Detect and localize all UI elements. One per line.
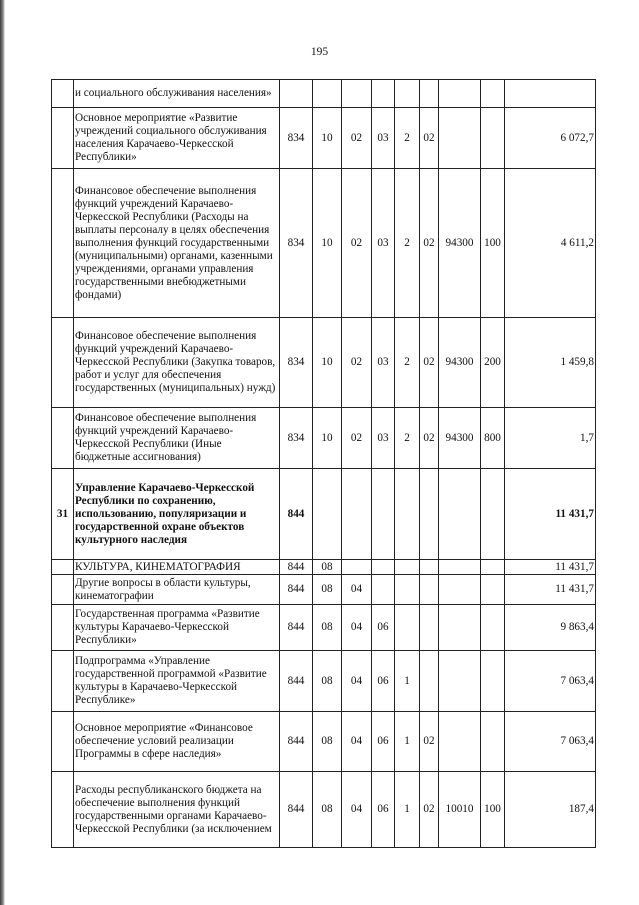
cell-row-number bbox=[52, 108, 74, 169]
cell-target-subprogram: 1 bbox=[395, 772, 420, 848]
cell-target-subprogram: 1 bbox=[395, 651, 420, 712]
table-row bbox=[52, 651, 596, 712]
cell-target-direction: 10010 bbox=[439, 772, 481, 848]
cell-subsection: 04 bbox=[342, 605, 372, 651]
cell-ved: 834 bbox=[280, 408, 313, 469]
cell-target-direction: 94300 bbox=[439, 408, 481, 469]
cell-subsection: 04 bbox=[342, 651, 372, 712]
cell-name: Финансовое обеспечение выполнения функций учреждений Карачаево-Черкесской Республики (Закупка товаров, работ и услуг для обеспечения государственных (муниципальных) нужд) bbox=[74, 318, 280, 408]
cell-target-direction bbox=[439, 575, 481, 605]
cell-section: 08 bbox=[313, 605, 342, 651]
cell-target-program: 03 bbox=[372, 408, 395, 469]
cell-subsection: 04 bbox=[342, 575, 372, 605]
cell-name: Основное мероприятие «Развитие учреждений социального обслуживания населения Карачаево-Черкесской Республики» bbox=[74, 108, 280, 169]
cell-name: Другие вопросы в области культуры, кинематографии bbox=[74, 575, 280, 605]
cell-subsection: 02 bbox=[342, 169, 372, 318]
cell-target-program: 06 bbox=[372, 772, 395, 848]
cell-name: Государственная программа «Развитие культуры Карачаево-Черкесской Республики» bbox=[74, 605, 280, 651]
cell-amount: 11 431,7 bbox=[505, 575, 596, 605]
cell-target-activity bbox=[420, 80, 439, 108]
cell-ved: 844 bbox=[280, 605, 313, 651]
cell-target-activity bbox=[420, 469, 439, 560]
cell-subsection: 02 bbox=[342, 408, 372, 469]
table-row bbox=[52, 318, 596, 408]
cell-expense-type bbox=[481, 108, 505, 169]
cell-section: 08 bbox=[313, 651, 342, 712]
cell-subsection: 02 bbox=[342, 108, 372, 169]
cell-ved: 844 bbox=[280, 560, 313, 575]
cell-expense-type bbox=[481, 469, 505, 560]
cell-expense-type bbox=[481, 575, 505, 605]
cell-amount: 6 072,7 bbox=[505, 108, 596, 169]
cell-section: 10 bbox=[313, 169, 342, 318]
cell-target-direction: 94300 bbox=[439, 169, 481, 318]
table-row bbox=[52, 712, 596, 772]
cell-row-number bbox=[52, 712, 74, 772]
table-row bbox=[52, 469, 596, 560]
cell-target-subprogram bbox=[395, 469, 420, 560]
cell-section: 08 bbox=[313, 575, 342, 605]
cell-target-activity: 02 bbox=[420, 318, 439, 408]
cell-expense-type bbox=[481, 712, 505, 772]
cell-name: Подпрограмма «Управление государственной программой «Развитие культуры в Карачаево-Черкесской Республике» bbox=[74, 651, 280, 712]
table-row bbox=[52, 605, 596, 651]
cell-amount: 11 431,7 bbox=[505, 469, 596, 560]
cell-subsection: 04 bbox=[342, 712, 372, 772]
cell-ved: 844 bbox=[280, 575, 313, 605]
cell-ved: 844 bbox=[280, 651, 313, 712]
cell-amount: 4 611,2 bbox=[505, 169, 596, 318]
cell-target-direction bbox=[439, 651, 481, 712]
cell-target-direction bbox=[439, 560, 481, 575]
cell-name: Финансовое обеспечение выполнения функций учреждений Карачаево-Черкесской Республики (Расходы на выплаты персоналу в целях обеспечения выполнения функций государственными (муниципальными) органами, казенными учреждениями, органами управления государственными внебюджетными фондами) bbox=[74, 169, 280, 318]
cell-target-program: 06 bbox=[372, 605, 395, 651]
cell-target-activity: 02 bbox=[420, 169, 439, 318]
cell-target-activity bbox=[420, 651, 439, 712]
cell-name: Основное мероприятие «Финансовое обеспечение условий реализации Программы в сфере наследия» bbox=[74, 712, 280, 772]
cell-amount bbox=[505, 80, 596, 108]
cell-target-subprogram bbox=[395, 575, 420, 605]
cell-amount: 7 063,4 bbox=[505, 651, 596, 712]
cell-row-number bbox=[52, 408, 74, 469]
cell-target-activity: 02 bbox=[420, 108, 439, 169]
cell-target-subprogram: 1 bbox=[395, 712, 420, 772]
cell-section: 08 bbox=[313, 772, 342, 848]
cell-amount: 9 863,4 bbox=[505, 605, 596, 651]
cell-target-program bbox=[372, 80, 395, 108]
cell-expense-type: 800 bbox=[481, 408, 505, 469]
cell-target-activity bbox=[420, 560, 439, 575]
cell-target-subprogram bbox=[395, 80, 420, 108]
cell-row-number bbox=[52, 318, 74, 408]
cell-expense-type bbox=[481, 80, 505, 108]
cell-ved: 834 bbox=[280, 169, 313, 318]
cell-target-activity: 02 bbox=[420, 408, 439, 469]
cell-target-program: 03 bbox=[372, 318, 395, 408]
cell-ved: 844 bbox=[280, 712, 313, 772]
cell-target-direction bbox=[439, 469, 481, 560]
cell-target-subprogram: 2 bbox=[395, 169, 420, 318]
cell-section: 08 bbox=[313, 712, 342, 772]
cell-row-number: 31 bbox=[52, 469, 74, 560]
table-row bbox=[52, 560, 596, 575]
cell-ved: 834 bbox=[280, 108, 313, 169]
cell-expense-type: 200 bbox=[481, 318, 505, 408]
cell-target-subprogram: 2 bbox=[395, 108, 420, 169]
cell-ved: 844 bbox=[280, 469, 313, 560]
cell-subsection bbox=[342, 560, 372, 575]
cell-target-subprogram: 2 bbox=[395, 408, 420, 469]
cell-subsection bbox=[342, 80, 372, 108]
cell-amount: 187,4 bbox=[505, 772, 596, 848]
cell-target-activity: 02 bbox=[420, 772, 439, 848]
cell-name: Финансовое обеспечение выполнения функций учреждений Карачаево-Черкесской Республики (Иные бюджетные ассигнования) bbox=[74, 408, 280, 469]
cell-target-subprogram bbox=[395, 605, 420, 651]
cell-section bbox=[313, 80, 342, 108]
cell-target-direction bbox=[439, 80, 481, 108]
cell-name: КУЛЬТУРА, КИНЕМАТОГРАФИЯ bbox=[74, 560, 280, 575]
cell-subsection bbox=[342, 469, 372, 560]
cell-amount: 11 431,7 bbox=[505, 560, 596, 575]
cell-target-program bbox=[372, 560, 395, 575]
cell-row-number bbox=[52, 560, 74, 575]
table-row bbox=[52, 169, 596, 318]
cell-target-program: 06 bbox=[372, 651, 395, 712]
cell-section bbox=[313, 469, 342, 560]
table-row bbox=[52, 408, 596, 469]
cell-name: и социального обслуживания населения» bbox=[74, 80, 280, 108]
table-body bbox=[52, 80, 596, 848]
page-number: 195 bbox=[310, 46, 329, 58]
cell-ved bbox=[280, 80, 313, 108]
cell-target-direction bbox=[439, 712, 481, 772]
cell-target-subprogram bbox=[395, 560, 420, 575]
cell-target-direction bbox=[439, 108, 481, 169]
cell-expense-type bbox=[481, 651, 505, 712]
cell-target-program bbox=[372, 469, 395, 560]
cell-expense-type bbox=[481, 605, 505, 651]
cell-target-program bbox=[372, 575, 395, 605]
cell-expense-type: 100 bbox=[481, 169, 505, 318]
cell-row-number bbox=[52, 605, 74, 651]
cell-row-number bbox=[52, 772, 74, 848]
cell-amount: 1,7 bbox=[505, 408, 596, 469]
scan-edge-shadow bbox=[0, 0, 5, 905]
cell-target-activity: 02 bbox=[420, 712, 439, 772]
table-row bbox=[52, 772, 596, 848]
cell-ved: 834 bbox=[280, 318, 313, 408]
table-row bbox=[52, 108, 596, 169]
cell-target-program: 06 bbox=[372, 712, 395, 772]
cell-target-activity bbox=[420, 605, 439, 651]
cell-section: 10 bbox=[313, 408, 342, 469]
cell-target-direction: 94300 bbox=[439, 318, 481, 408]
cell-row-number bbox=[52, 575, 74, 605]
cell-ved: 844 bbox=[280, 772, 313, 848]
cell-name: Управление Карачаево-Черкесской Республики по сохранению, использованию, популяризации и государственной охране объектов культурного наследия bbox=[74, 469, 280, 560]
cell-section: 08 bbox=[313, 560, 342, 575]
cell-expense-type: 100 bbox=[481, 772, 505, 848]
cell-target-activity bbox=[420, 575, 439, 605]
table-row bbox=[52, 80, 596, 108]
cell-amount: 1 459,8 bbox=[505, 318, 596, 408]
table-row bbox=[52, 575, 596, 605]
cell-row-number bbox=[52, 651, 74, 712]
cell-amount: 7 063,4 bbox=[505, 712, 596, 772]
cell-subsection: 02 bbox=[342, 318, 372, 408]
cell-section: 10 bbox=[313, 108, 342, 169]
cell-target-program: 03 bbox=[372, 169, 395, 318]
budget-table bbox=[51, 79, 596, 848]
cell-expense-type bbox=[481, 560, 505, 575]
cell-target-direction bbox=[439, 605, 481, 651]
cell-subsection: 04 bbox=[342, 772, 372, 848]
cell-name: Расходы республиканского бюджета на обеспечение выполнения функций государственными органами Карачаево-Черкесской Республики (за исключением bbox=[74, 772, 280, 848]
cell-row-number bbox=[52, 80, 74, 108]
cell-section: 10 bbox=[313, 318, 342, 408]
cell-target-subprogram: 2 bbox=[395, 318, 420, 408]
cell-target-program: 03 bbox=[372, 108, 395, 169]
cell-row-number bbox=[52, 169, 74, 318]
